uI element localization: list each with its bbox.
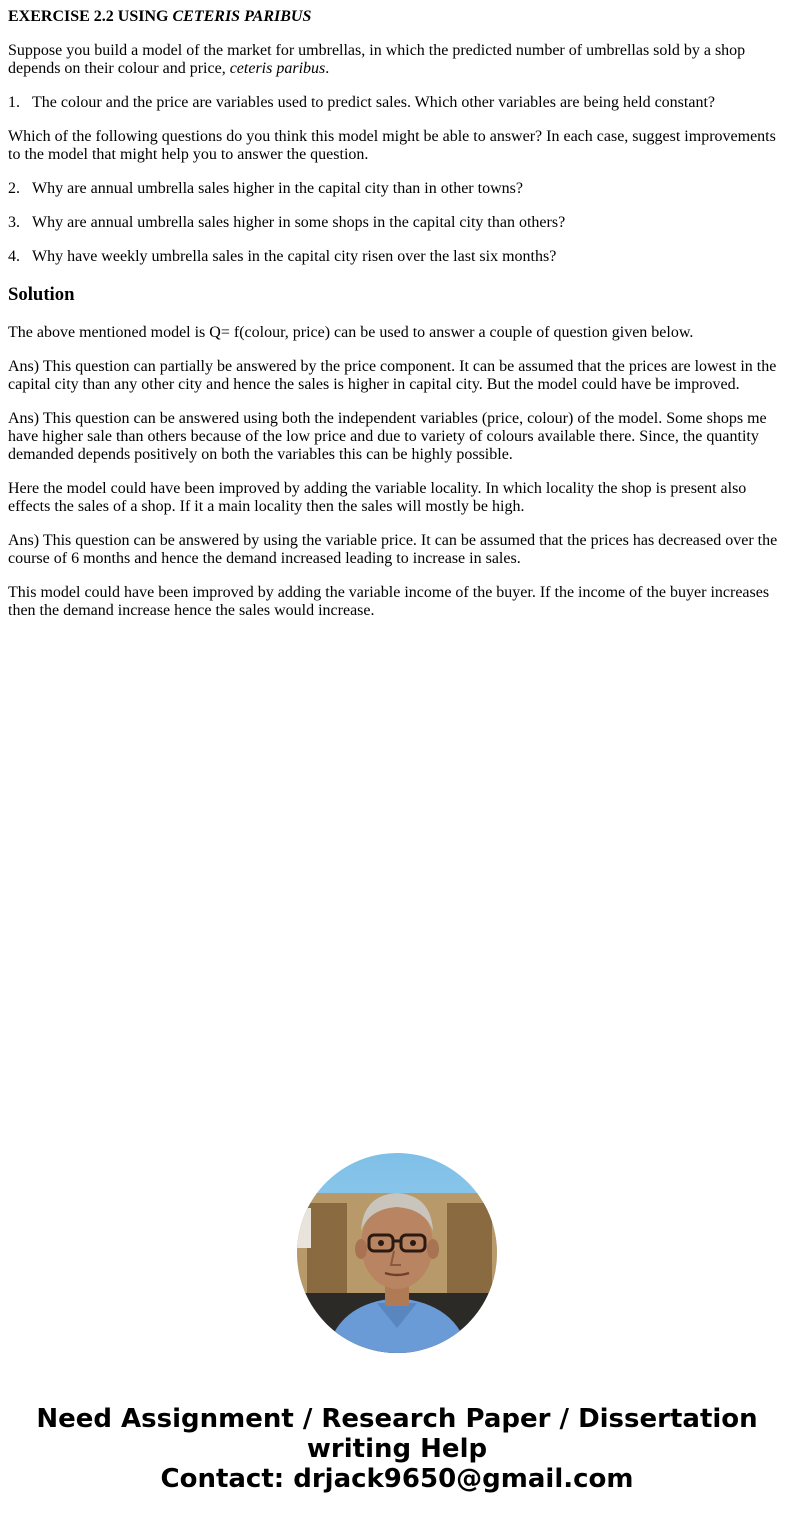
exercise-title-italic: CETERIS PARIBUS [172,8,312,25]
exercise-title [8,8,786,26]
question-2-number: 2. [8,180,20,197]
solution-paragraph: The above mentioned model is Q= f(colour, price) can be used to answer a couple of question given below. [8,324,694,341]
solution-paragraph: Here the model could have been improved by adding the variable locality. In which locality the shop is present also effects the sales of a shop. If it a main locality then the sales will mostly be high. [8,480,747,515]
question-4-number: 4. [8,248,20,265]
author-portrait-image [297,1153,497,1353]
solution-paragraph: This model could have been improved by adding the variable income of the buyer. If the income of the buyer increases then the demand increase hence the sales would increase. [8,584,770,619]
solution-paragraph: Ans) This question can partially be answered by the price component. It can be assumed that the prices are lowest in the capital city than any other city and hence the sales is higher in capital city. But the model could have be improved. [8,358,777,393]
footer-promo [0,1404,794,1494]
exercise-title-prefix: EXERCISE 2.2 USING [8,8,173,25]
question-3 [8,214,786,232]
question-1 [8,94,786,112]
question-1-number: 1. [8,94,20,111]
question-1-text: The colour and the price are variables used to predict sales. Which other variables are being held constant? [32,94,715,111]
intro-italic: ceteris paribus [229,60,326,77]
question-3-number: 3. [8,214,20,231]
intro-end: . [325,60,330,77]
footer-contact: Contact: drjack9650@gmail.com [160,1464,634,1494]
question-3-text: Why are annual umbrella sales higher in some shops in the capital city than others? [32,214,566,231]
instruction-text: Which of the following questions do you think this model might be able to answer? In each case, suggest improvements to the model that might help you to answer the question. [8,128,776,163]
question-4-text: Why have weekly umbrella sales in the capital city risen over the last six months? [32,248,557,265]
footer-line-1: Need Assignment / Research Paper / Dissertation [36,1404,758,1434]
intro-text: Suppose you build a model of the market for umbrellas, in which the predicted number of umbrellas sold by a shop depends on their colour and price, [8,42,746,77]
question-2-text: Why are annual umbrella sales higher in the capital city than in other towns? [32,180,523,197]
author-avatar [297,1153,497,1353]
question-2 [8,180,786,198]
solution-heading: Solution [8,284,75,305]
question-4 [8,248,786,266]
footer-line-2: writing Help [306,1434,488,1464]
exercise-intro [8,42,786,78]
solution-paragraph: Ans) This question can be answered using both the independent variables (price, colour) of the model. Some shops me have higher sale than others because of the low price and due to variety of colours available there. Since, the quantity demanded depends positively on both the variables this can be highly possible. [8,410,767,463]
document-body [8,8,786,636]
solution-paragraph: Ans) This question can be answered by using the variable price. It can be assumed that the prices has decreased over the course of 6 months and hence the demand increased leading to increase in sales. [8,532,778,567]
